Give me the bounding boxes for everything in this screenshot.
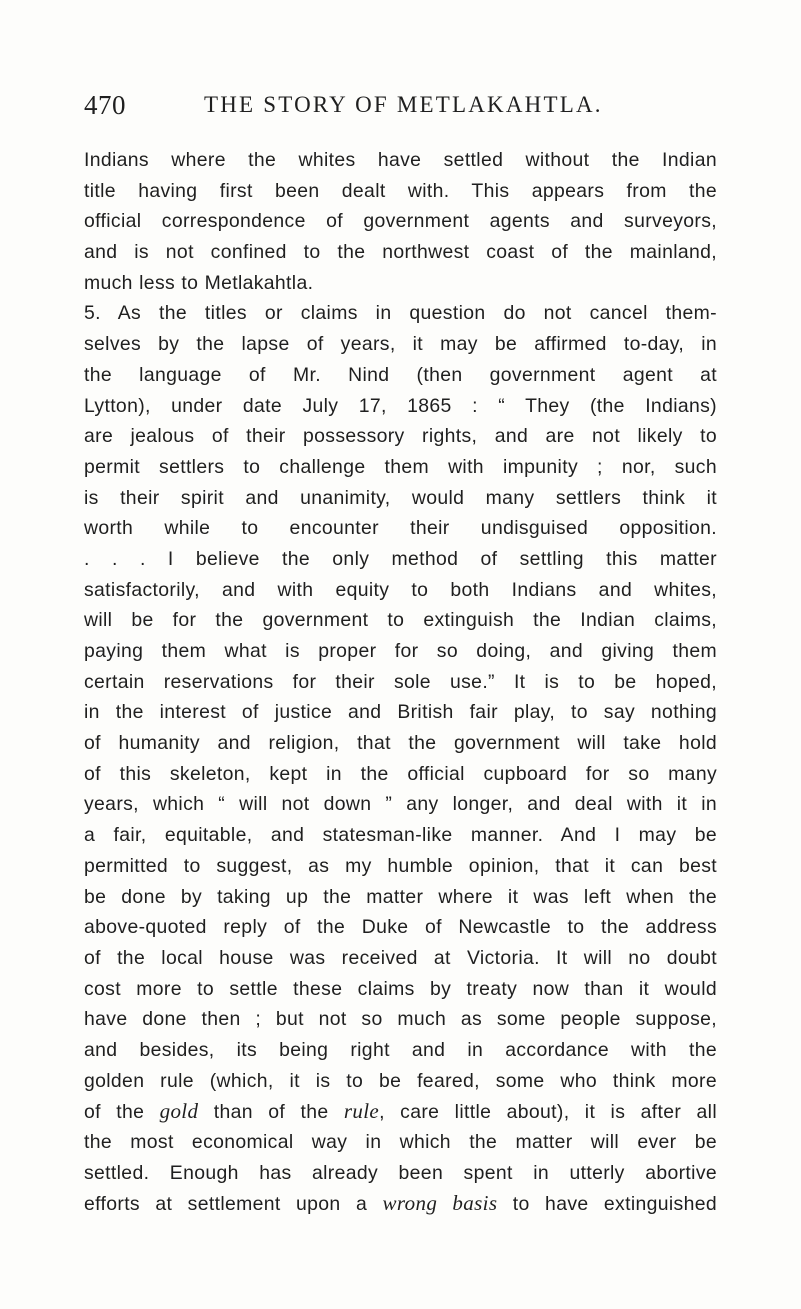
text-line: cost more to settle these claims by treaty now than it would	[84, 977, 717, 1000]
text-fragment: efforts at settlement upon a	[84, 1193, 383, 1216]
text-line: have done then ; but not so much as some people suppose,	[84, 1008, 717, 1031]
text-line: and besides, its being right and in accordance with the	[84, 1038, 717, 1061]
text-line: worth while to encounter their undisguised opposition.	[84, 517, 717, 540]
text-line: be done by taking up the matter where it was left when the	[84, 885, 717, 908]
text-line: the most economical way in which the matter will ever be	[84, 1131, 717, 1153]
text-line: the language of Mr. Nind (then government agent at	[84, 363, 717, 386]
text-line: title having first been dealt with. This appears from the	[84, 179, 717, 202]
body-text	[84, 145, 717, 1219]
text-fragment: than of the	[198, 1101, 344, 1124]
text-line: certain reservations for their sole use.” It is to be hoped,	[84, 670, 717, 693]
text-line: 5. As the titles or claims in question do not cancel them-	[84, 302, 717, 325]
text-line: satisfactorily, and with equity to both Indians and whites,	[84, 578, 717, 601]
text-line: golden rule (which, it is to be feared, some who think more	[84, 1069, 717, 1092]
text-line: permit settlers to challenge them with impunity ; nor, such	[84, 455, 717, 478]
text-line: and is not confined to the northwest coast of the mainland,	[84, 241, 717, 264]
text-line: will be for the government to extinguish the Indian claims,	[84, 609, 717, 632]
italic-phrase: wrong basis	[382, 1191, 498, 1216]
text-line: paying them what is proper for so doing, and giving them	[84, 640, 717, 662]
text-fragment: , care little about), it is after all	[379, 1101, 717, 1124]
text-line: permitted to suggest, as my humble opinion, that it can best	[84, 854, 717, 877]
text-line: official correspondence of government agents and surveyors,	[84, 210, 717, 233]
text-line: are jealous of their possessory rights, and are not likely to	[84, 425, 717, 448]
page-number: 470	[84, 90, 126, 120]
text-line: years, which “ will not down ” any longer, and deal with it in	[84, 793, 717, 816]
text-line: is their spirit and unanimity, would many settlers think it	[84, 486, 717, 509]
text-line-with-italics	[84, 1096, 717, 1127]
text-line: a fair, equitable, and statesman-like manner. And I may be	[84, 824, 717, 847]
text-line: . . . I believe the only method of settling this matter	[84, 547, 717, 570]
text-line: Lytton), under date July 17, 1865 : “ They (the Indians)	[84, 394, 717, 417]
text-line: above-quoted reply of the Duke of Newcastle to the address	[84, 916, 717, 939]
text-fragment: to have extinguished	[497, 1193, 717, 1216]
text-line: of the local house was received at Victoria. It will no doubt	[84, 946, 717, 969]
running-title: THE STORY OF METLAKAHTLA.	[204, 92, 603, 117]
text-fragment: of the	[84, 1101, 160, 1124]
text-line: of humanity and religion, that the government will take hold	[84, 732, 717, 755]
running-head	[84, 90, 717, 130]
italic-word: gold	[159, 1099, 199, 1124]
text-line: of this skeleton, kept in the official cupboard for so many	[84, 762, 717, 785]
text-line: settled. Enough has already been spent in utterly abortive	[84, 1161, 717, 1184]
text-line: Indians where the whites have settled without the Indian	[84, 149, 717, 171]
italic-word: rule	[343, 1099, 380, 1124]
text-line: selves by the lapse of years, it may be affirmed to-day, in	[84, 333, 717, 356]
text-line: in the interest of justice and British fair play, to say nothing	[84, 701, 717, 724]
text-line-with-italics	[84, 1188, 717, 1219]
text-line: much less to Metlakahtla.	[84, 271, 314, 294]
